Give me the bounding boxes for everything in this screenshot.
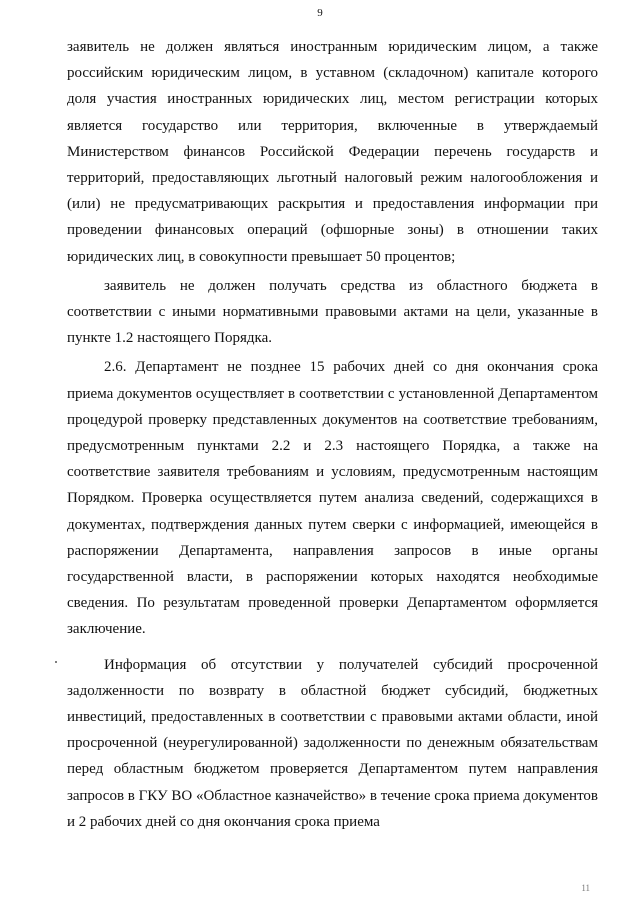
scan-mark: 11 [581, 883, 590, 893]
paragraph-applicant-foreign-entity: заявитель не должен являться иностранным юридическим лицом, а также российским юридическим лицом, в уставном (складочном) капитале которого доля участия иностранных юридических лиц, местом регистрации которых является государство или территория, включенные в утверждаемый Министерством финансов Российской Федерации перечень государств и территорий, предоставляющих льготный налоговый режим налогообложения и (или) не предусматривающих раскрытия и предоставления информации при проведении финансовых операций (офшорные зоны) в отношении таких юридических лиц, в совокупности превышает 50 процентов; [67, 39, 598, 265]
document-body [67, 34, 598, 835]
paragraph-applicant-no-funds: заявитель не должен получать средства из областного бюджета в соответствии с иными нормативными правовыми актами на цели, указанные в пункте 1.2 настоящего Порядка. [67, 277, 598, 347]
page-number: 9 [317, 7, 323, 19]
paragraph-debt-information: Информация об отсутствии у получателей субсидий просроченной задолженности по возврату в областной бюджет субсидий, бюджетных инвестиций, предоставленных в соответствии с правовыми актами области, иной просроченной (неурегулированной) задолженности по денежным обязательствам перед областным бюджетом проверяется Департаментом путем направления запросов в ГКУ ВО «Областное казначейство» в течение срока приема документов и 2 рабочих дней со дня окончания срока приема [67, 656, 599, 830]
paragraph-section-2-6: 2.6. Департамент не позднее 15 рабочих дней со дня окончания срока приема документов осуществляет в соответствии с установленной Департаментом процедурой проверку представленных документов на соответствие требованиям, предусмотренным пунктами 2.2 и 2.3 настоящего Порядка, а также на соответствие заявителя требованиям и условиям, предусмотренным настоящим Порядком. Проверка осуществляется путем анализа сведений, содержащихся в документах, подтверждения данных путем сверки с информацией, имеющейся в распоряжении Департамента, направления запросов в иные органы государственной власти, в распоряжении которых находятся необходимые сведения. По результатам проведенной проверки Департаментом оформляется заключение. [67, 359, 598, 638]
scan-speck [55, 661, 57, 663]
